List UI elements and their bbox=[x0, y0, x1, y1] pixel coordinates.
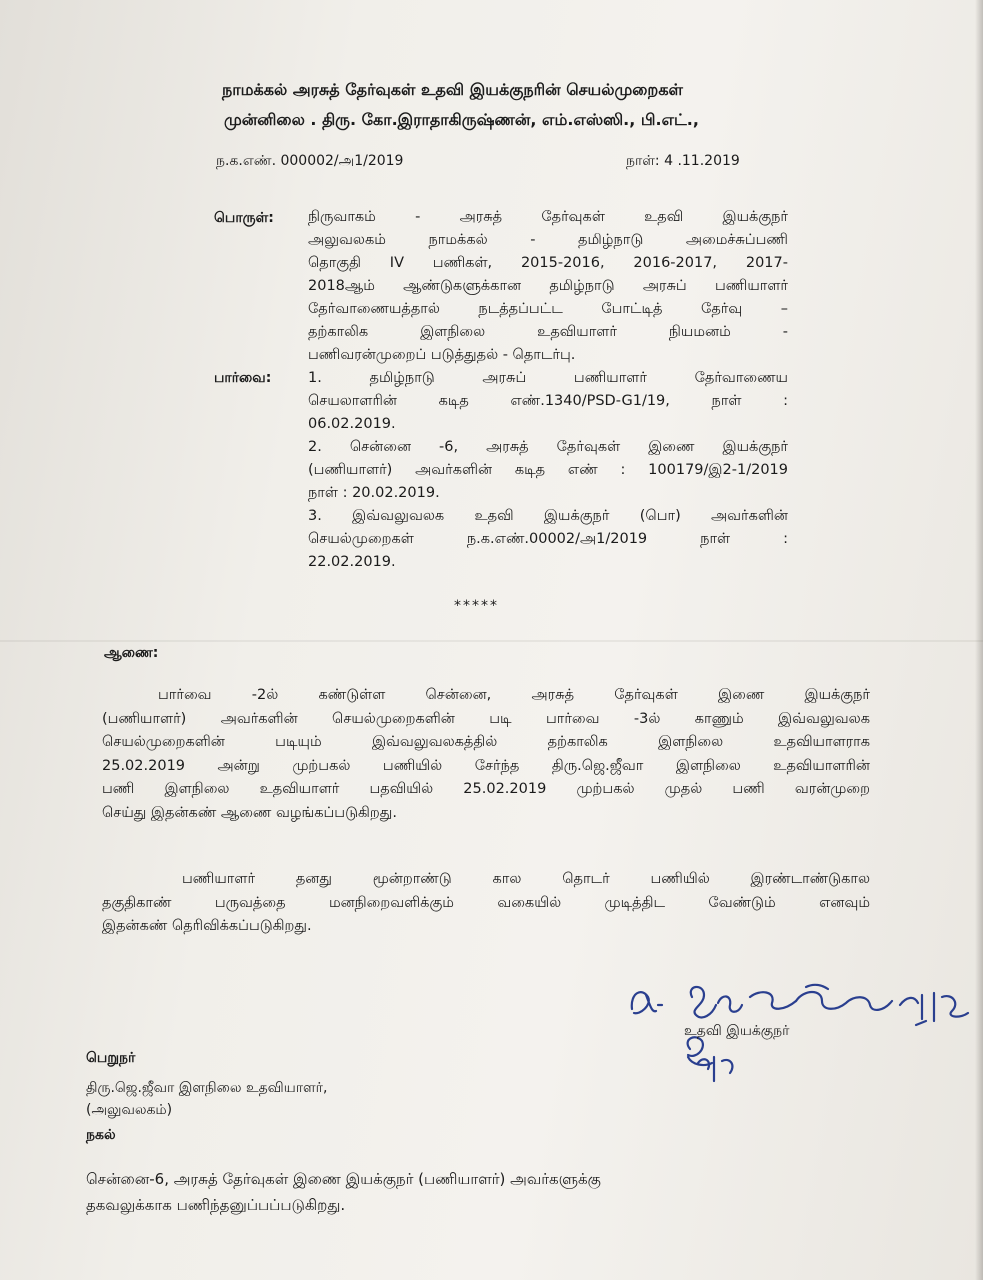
reference-number: ந.க.எண். 000002/அ1/2019 bbox=[216, 153, 404, 169]
recipient-name: திரு.ஜெ.ஜீவா இளநிலை உதவியாளர், bbox=[86, 1080, 328, 1096]
subject-line: தொகுதி IV பணிகள், 2015-2016, 2016-2017, 2017- bbox=[308, 255, 788, 271]
order-line: தகுதிகாண் பருவத்தை மனநிறைவளிக்கும் வகையில் முடித்திட வேண்டும் எனவும் bbox=[102, 894, 870, 911]
handwritten-signature bbox=[600, 975, 980, 1095]
reference-line: செயலாளரின் கடித எண்.1340/PSD-G1/19, நாள் : bbox=[308, 393, 788, 409]
subject-line: தேர்வாணையத்தால் நடத்தப்பட்ட போட்டித் தேர்வு – bbox=[308, 301, 788, 317]
order-line: இதன்கண் தெரிவிக்கப்படுகிறது. bbox=[102, 918, 312, 934]
subject-line: தற்காலிக இளநிலை உதவியாளர் நியமனம் - bbox=[308, 324, 788, 340]
recipient-office: (அலுவலகம்) bbox=[86, 1102, 173, 1118]
subject-line: அலுவலகம் நாமக்கல் - தமிழ்நாடு அமைச்சுப்பணி bbox=[308, 232, 788, 248]
reference-line: 2. சென்னை -6, அரசுத் தேர்வுகள் இணை இயக்குநர் bbox=[308, 439, 788, 455]
order-line: பணியாளர் தனது மூன்றாண்டு கால தொடர் பணியில் இரண்டாண்டுகால bbox=[182, 871, 870, 887]
header-title: நாமக்கல் அரசுத் தேர்வுகள் உதவி இயக்குநரின் செயல்முறைகள் bbox=[222, 80, 683, 99]
section-separator: ***** bbox=[454, 598, 499, 614]
reference-line: 1. தமிழ்நாடு அரசுப் பணியாளர் தேர்வாணைய bbox=[308, 370, 788, 386]
subject-line: பணிவரன்முறைப் படுத்துதல் - தொடர்பு. bbox=[308, 347, 576, 363]
recipient-label: பெறுநர் bbox=[86, 1050, 136, 1066]
order-paragraph-1 bbox=[102, 684, 870, 825]
signatory-designation: உதவி இயக்குநர் bbox=[684, 1023, 790, 1039]
reference-line: 22.02.2019. bbox=[308, 554, 396, 570]
order-label: ஆணை: bbox=[104, 645, 159, 661]
order-line: செயல்முறைகளின் படியும் இவ்வலுவலகத்தில் தற்காலிக இளநிலை உதவியாளராக bbox=[102, 734, 870, 750]
subject-text bbox=[308, 206, 788, 367]
reference-line: (பணியாளர்) அவர்களின் கடித எண் : 100179/இ2-1/2019 bbox=[308, 462, 788, 478]
subject-line: 2018ஆம் ஆண்டுகளுக்கான தமிழ்நாடு அரசுப் பணியாளர் bbox=[308, 278, 788, 294]
order-line: (பணியாளர்) அவர்களின் செயல்முறைகளின் படி பார்வை -3ல் காணும் இவ்வலுவலக bbox=[102, 710, 870, 727]
header-presence: முன்னிலை . திரு. கோ.இராதாகிருஷ்ணன், எம்.எஸ்ஸி., பி.எட்., bbox=[224, 110, 699, 129]
reference-text bbox=[308, 367, 788, 574]
reference-label: பார்வை: bbox=[214, 370, 272, 386]
order-line: பணி இளநிலை உதவியாளர் பதவியில் 25.02.2019 முற்பகல் முதல் பணி வரன்முறை bbox=[102, 781, 870, 797]
copy-line-2: தகவலுக்காக பணிந்தனுப்பப்படுகிறது. bbox=[86, 1196, 346, 1214]
order-paragraph-2 bbox=[102, 868, 870, 939]
paper-fold bbox=[0, 640, 983, 642]
subject-line: நிருவாகம் - அரசுத் தேர்வுகள் உதவி இயக்குநர் bbox=[308, 209, 788, 225]
order-line: செய்து இதன்கண் ஆணை வழங்கப்படுகிறது. bbox=[102, 804, 397, 821]
reference-line: 06.02.2019. bbox=[308, 416, 396, 432]
reference-line: நாள் : 20.02.2019. bbox=[308, 485, 440, 501]
reference-line: செயல்முறைகள் ந.க.எண்.00002/அ1/2019 நாள் : bbox=[308, 531, 788, 547]
reference-line: 3. இவ்வலுவலக உதவி இயக்குநர் (பொ) அவர்களின் bbox=[308, 508, 788, 524]
order-line: 25.02.2019 அன்று முற்பகல் பணியில் சேர்ந்த திரு.ஜெ.ஜீவா இளநிலை உதவியாளரின் bbox=[102, 757, 870, 774]
order-line: பார்வை -2ல் கண்டுள்ள சென்னை, அரசுத் தேர்வுகள் இணை இயக்குநர் bbox=[158, 687, 870, 703]
subject-label: பொருள்: bbox=[214, 210, 274, 226]
document-date: நாள்: 4 .11.2019 bbox=[626, 153, 740, 169]
copy-line-1: சென்னை-6, அரசுத் தேர்வுகள் இணை இயக்குநர் (பணியாளர்) அவர்களுக்கு bbox=[86, 1170, 601, 1188]
copy-label: நகல் bbox=[86, 1127, 116, 1143]
